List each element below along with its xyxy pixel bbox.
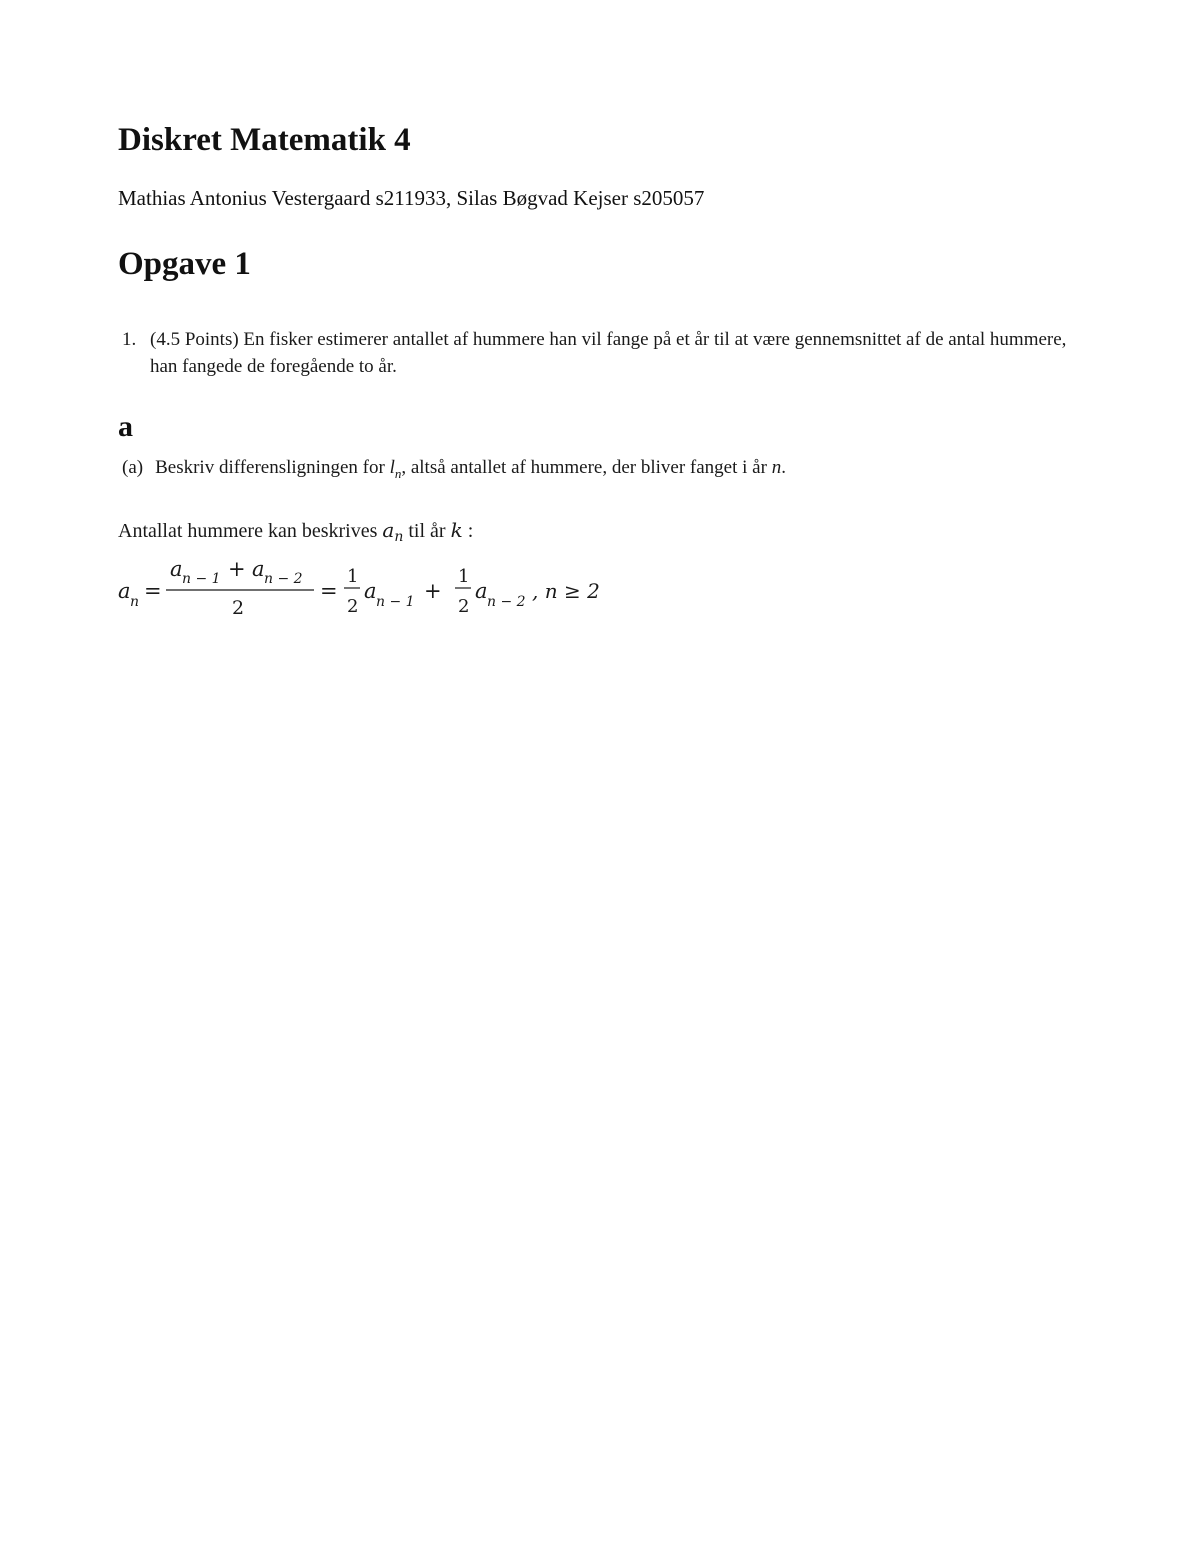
eq-t1-sub: n − 1	[376, 594, 415, 610]
eq-lhs: a	[118, 579, 131, 603]
subtask-end: .	[781, 457, 786, 478]
eq-num-a1-sub: n − 1	[182, 571, 221, 587]
eq-num-a2: a	[252, 557, 265, 581]
answer-var-sub: n	[394, 529, 404, 545]
subtask-text-after: , altså antallet af hummere, der bliver fanget i år	[401, 457, 772, 478]
eq-t2-sub: n − 2	[487, 594, 526, 610]
answer-var	[382, 518, 404, 545]
eq-frac1-num: 1	[347, 566, 359, 587]
equation-svg	[118, 556, 638, 626]
eq-equals-2: =	[320, 579, 338, 603]
eq-frac2-den: 2	[458, 596, 470, 617]
eq-t2: a	[475, 579, 488, 603]
subtask-statement	[122, 454, 786, 487]
eq-frac1-den: 2	[347, 596, 359, 617]
eq-frac2-num: 1	[458, 566, 470, 587]
answer-text-end: :	[462, 520, 474, 542]
eq-condition: , n ≥ 2	[532, 579, 600, 603]
answer-var-letter: a	[382, 518, 395, 542]
section-heading: Opgave 1	[118, 246, 251, 282]
eq-num-a2-sub: n − 2	[264, 571, 303, 587]
eq-num-plus: +	[228, 557, 246, 581]
eq-equals-1: =	[144, 579, 162, 603]
subtask-label: (a)	[122, 457, 144, 478]
answer-text-before: Antallat hummere kan beskrives	[118, 520, 383, 542]
eq-lhs-sub: n	[130, 594, 140, 610]
eq-plus-2: +	[424, 579, 442, 603]
eq-num-a1: a	[170, 557, 183, 581]
subtask-var-sub: n	[394, 465, 402, 481]
subsection-heading: a	[118, 410, 133, 443]
subtask-text-before: Beskriv differensligningen for	[155, 457, 390, 478]
eq-den: 2	[232, 597, 245, 619]
answer-text-mid: til år	[403, 520, 451, 542]
subtask-var2: n	[771, 457, 782, 478]
task-number: 1.	[122, 329, 137, 350]
task-body: (4.5 Points) En fisker estimerer antallet af hummere han vil fange på et år til at være gennemsnittet af de antal hummere, han fangede de foregående to år.	[150, 329, 1067, 377]
recurrence-equation	[118, 556, 638, 626]
subtask-var: l	[389, 457, 395, 478]
eq-t1: a	[364, 579, 377, 603]
authors-line: Mathias Antonius Vestergaard s211933, Silas Bøgvad Kejser s205057	[118, 186, 705, 210]
document-title: Diskret Matematik 4	[118, 122, 411, 158]
answer-line	[118, 518, 473, 543]
answer-var2: k	[450, 518, 463, 542]
